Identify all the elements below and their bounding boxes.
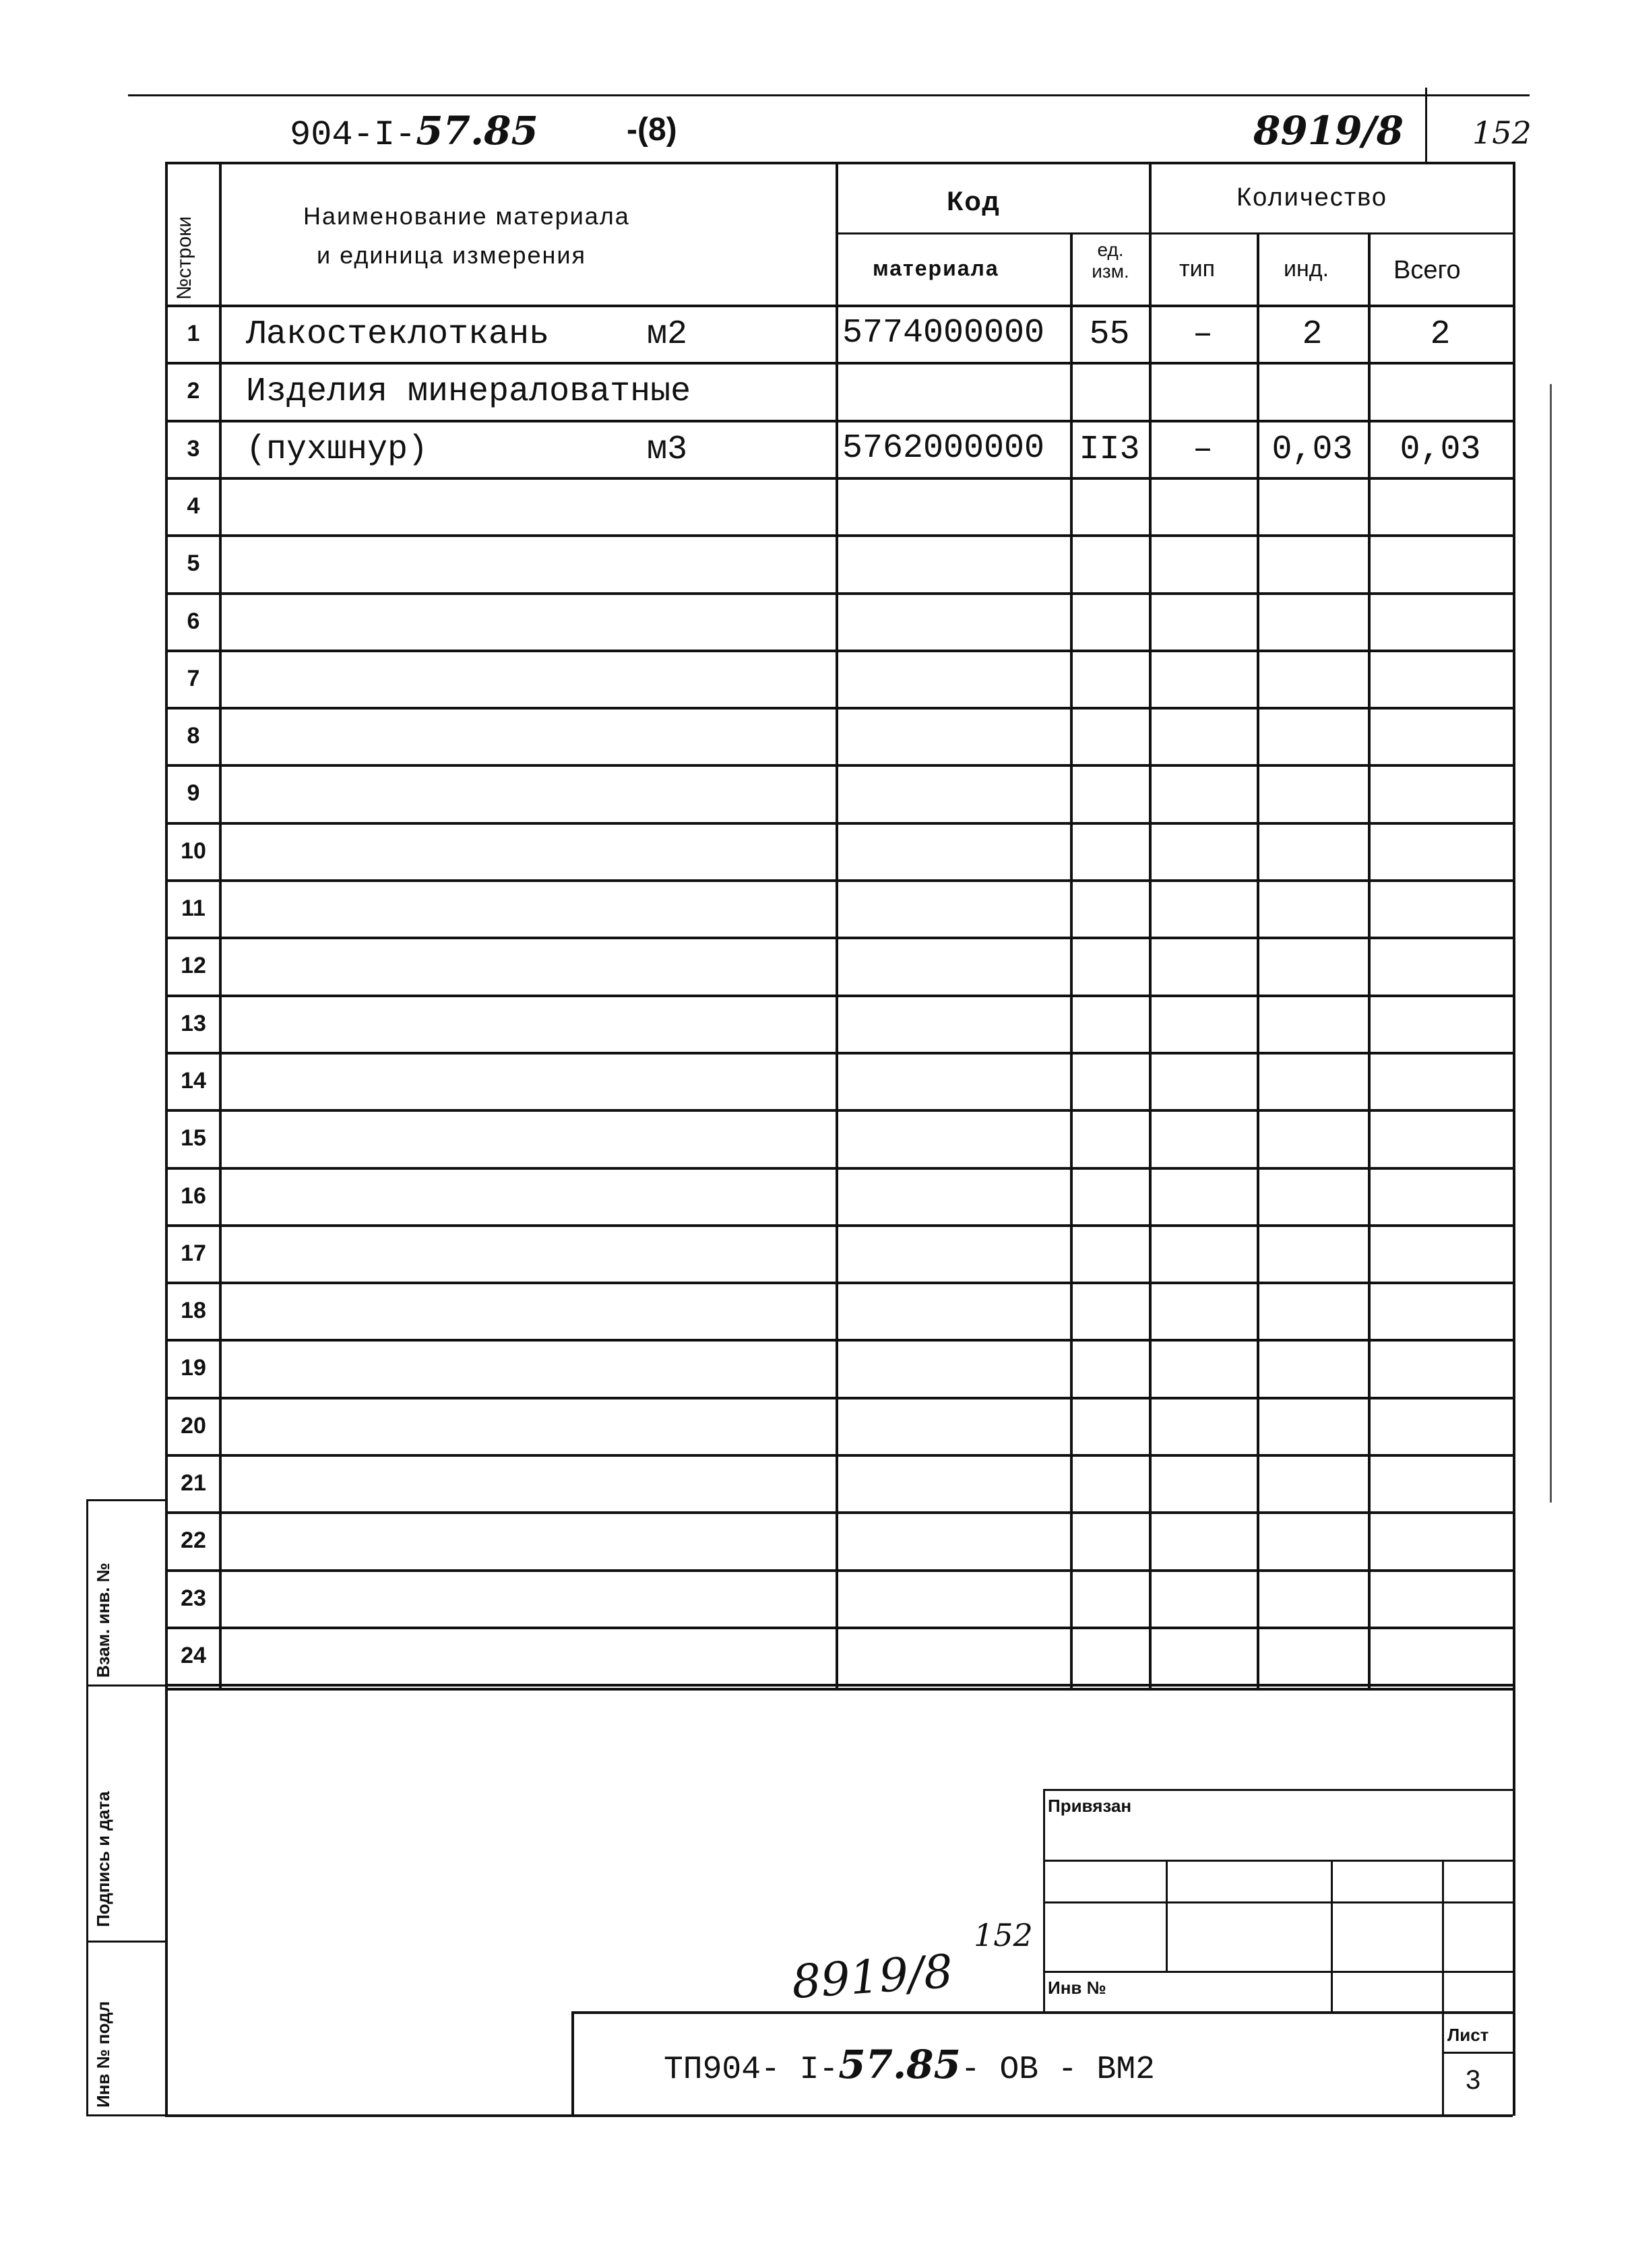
code-unit-header: ед. изм.	[1092, 239, 1129, 282]
doc-code-print: 904-I-	[290, 115, 416, 155]
table-row	[0, 420, 1632, 477]
row-number: 14	[181, 1067, 206, 1094]
title-block-left	[571, 2011, 574, 2114]
table-row	[0, 534, 1632, 592]
side-label-vzam: Взам. инв. №	[93, 1563, 113, 1678]
material-name: Изделия минераловатные	[246, 373, 691, 412]
list-cell-divider	[1442, 2052, 1513, 2054]
table-row	[0, 1339, 1632, 1396]
header-rule	[128, 94, 1530, 96]
side-strip-bottom	[86, 2114, 165, 2116]
material-name: Лакостеклоткань	[246, 315, 550, 354]
side-strip-top	[86, 1499, 165, 1501]
table-row	[0, 822, 1632, 879]
qty-ind: 2	[1302, 315, 1323, 354]
stamp-doc-hand: 57.85	[838, 2042, 961, 2087]
side-label-inv-podl: Инв № подл	[93, 2001, 113, 2108]
page-bottom-rule	[165, 2114, 1513, 2117]
material-name: (пухшнур)	[246, 430, 429, 469]
material-code: 5774000000	[842, 314, 1045, 352]
material-unit: м2	[647, 315, 688, 354]
table-top	[165, 162, 1513, 164]
row-number: 12	[181, 953, 206, 979]
code-material-header: материала	[873, 256, 999, 280]
row-number: 21	[181, 1470, 206, 1496]
side-label-podpis: Подпись и дата	[93, 1791, 113, 1927]
table-row	[0, 879, 1632, 937]
code-subheader-rule	[836, 232, 1149, 234]
table-row	[0, 650, 1632, 707]
table-row	[0, 1627, 1632, 1684]
table-row	[0, 707, 1632, 764]
stamp-doc-suffix: - ОВ - ВМ2	[960, 2052, 1155, 2088]
privyazan-top	[1043, 1789, 1513, 1791]
qty-ind-header: инд.	[1284, 256, 1329, 282]
privyazan-label: Привязан	[1048, 1796, 1132, 1816]
list-number: 3	[1466, 2065, 1481, 2095]
name-header-line2: и единица измерения	[317, 241, 587, 269]
qty-type-header: тип	[1179, 256, 1215, 282]
privyazan-col1	[1166, 1860, 1168, 1971]
inv-no-label: Инв №	[1048, 1978, 1106, 1998]
row-number: 1	[187, 321, 200, 346]
row-number: 13	[181, 1010, 206, 1036]
inv-number-hand: 8919/8	[1253, 108, 1404, 154]
row-number: 3	[187, 435, 200, 462]
row-number: 5	[187, 550, 200, 577]
unit-code: 55	[1089, 315, 1130, 354]
row-number: 4	[187, 493, 200, 519]
table-row	[0, 1454, 1632, 1511]
table-row	[0, 1282, 1632, 1339]
privyazan-left	[1043, 1789, 1045, 2011]
row-number: 9	[187, 780, 200, 807]
table-row	[0, 477, 1632, 534]
title-block-top	[571, 2011, 1513, 2014]
side-strip-left	[86, 1499, 88, 2116]
side-strip-div1	[86, 1684, 165, 1687]
row-number: 16	[181, 1183, 206, 1209]
qty-header: Количество	[1236, 183, 1388, 212]
row-number: 6	[187, 608, 200, 634]
list-cell-left	[1442, 2011, 1444, 2114]
qty-type: –	[1192, 430, 1213, 469]
code-header: Код	[947, 187, 1001, 216]
privyazan-col2	[1331, 1860, 1333, 2011]
row-number: 22	[181, 1527, 206, 1554]
doc-code-hand: 57.85	[416, 108, 538, 154]
table-row	[0, 1052, 1632, 1109]
table-row	[0, 937, 1632, 994]
side-strip-div2	[86, 1941, 165, 1943]
table-row	[0, 1224, 1632, 1282]
row-rule	[165, 1684, 1513, 1687]
doc-suffix: -(8)	[627, 112, 677, 148]
stamp-doc-code	[664, 2042, 1155, 2088]
qty-ind: 0,03	[1272, 430, 1353, 469]
table-row	[0, 1569, 1632, 1627]
row-number: 2	[187, 378, 200, 404]
stamp-doc-prefix: ТП904- I-	[664, 2052, 839, 2088]
name-header-line1: Наименование материала	[303, 202, 630, 230]
table-row	[0, 1397, 1632, 1454]
table-row	[0, 995, 1632, 1052]
row-number: 8	[187, 723, 200, 749]
material-unit: м3	[647, 430, 688, 469]
stamp-top-rule	[165, 1688, 1513, 1691]
qty-total-header: Всего	[1393, 256, 1461, 284]
table-row	[0, 1109, 1632, 1166]
row-number: 23	[181, 1585, 206, 1611]
page-number-hand: 152	[1472, 115, 1532, 151]
row-number: 10	[181, 838, 206, 864]
qty-total: 0,03	[1400, 430, 1481, 469]
privyazan-col3	[1442, 1860, 1444, 2011]
material-code: 5762000000	[842, 429, 1045, 468]
doc-code	[290, 108, 538, 155]
bottom-inv-hand: 8919/8	[790, 1945, 955, 2010]
header-divider	[1425, 88, 1427, 162]
qty-total: 2	[1430, 315, 1451, 354]
list-label: Лист	[1447, 2025, 1489, 2045]
unit-code: II3	[1079, 430, 1140, 469]
row-number: 7	[187, 665, 200, 691]
table-row	[0, 305, 1632, 362]
table-row	[0, 764, 1632, 821]
row-number: 11	[181, 895, 206, 921]
row-number-header: №строки	[173, 216, 195, 300]
row-number: 19	[181, 1355, 206, 1381]
row-number: 17	[181, 1240, 206, 1266]
row-number: 15	[181, 1125, 206, 1152]
table-row	[0, 1511, 1632, 1569]
table-row	[0, 362, 1632, 419]
table-row	[0, 592, 1632, 650]
row-number: 24	[181, 1642, 206, 1668]
row-number: 20	[181, 1412, 206, 1439]
binding-line	[1550, 384, 1552, 1503]
qty-subheader-rule	[1149, 232, 1513, 234]
qty-type: –	[1192, 315, 1213, 354]
bottom-page-hand: 152	[974, 1917, 1033, 1953]
row-number: 18	[181, 1298, 206, 1324]
table-row	[0, 1167, 1632, 1224]
